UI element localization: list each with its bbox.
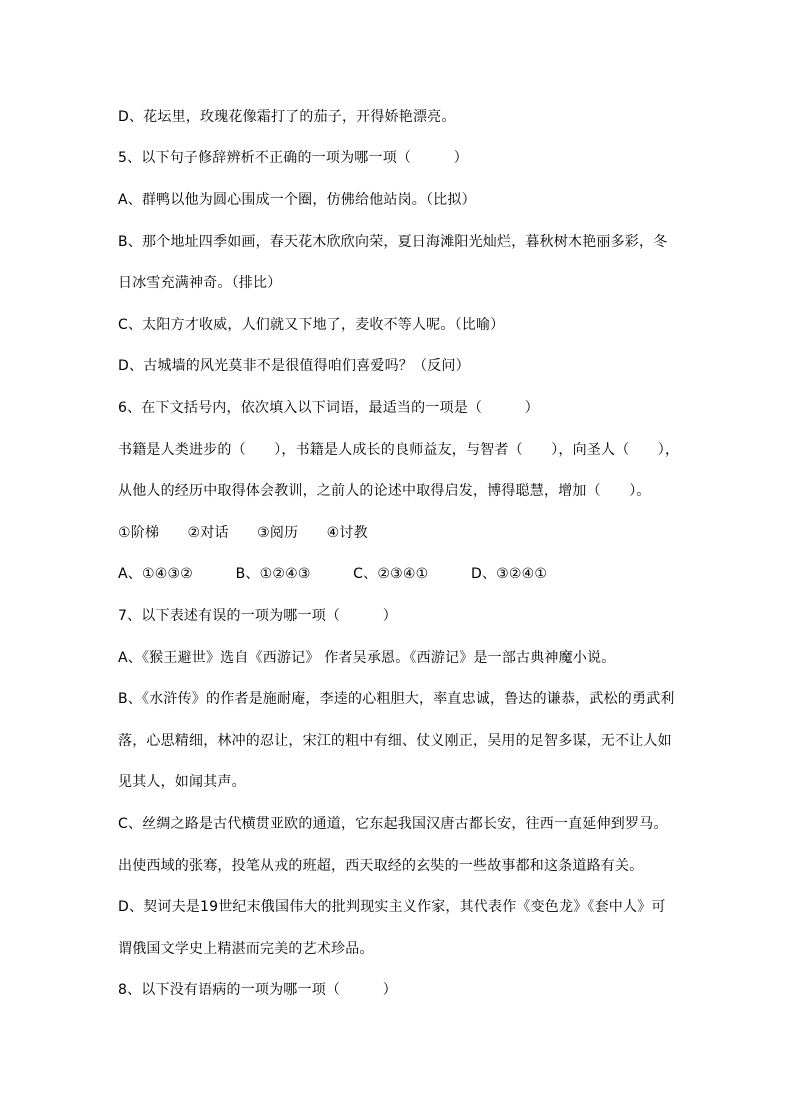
question-7: 7、以下表述有误的一项为哪一项（ ） — [118, 608, 397, 624]
option-c-q7-cont: 出使西域的张骞，投笔从戎的班超，西天取经的玄奘的一些故事都和这条道路有关。 — [118, 858, 644, 874]
question-6-passage: 书籍是人类进步的（ ），书籍是人成长的良师益友，与智者（ ），向圣人（ ）， — [118, 442, 680, 458]
question-6: 6、在下文括号内，依次填入以下词语，最适当的一项是（ ） — [118, 400, 539, 416]
question-5: 5、以下句子修辞辨析不正确的一项为哪一项（ ） — [118, 150, 468, 166]
option-b-q5-cont: 日冰雪充满神奇。（排比） — [118, 275, 282, 291]
option-c-q5: C、太阳方才收威，人们就又下地了，麦收不等人呢。（比喻） — [118, 317, 505, 333]
option-b-q7-cont2: 见其人，如闻其声。 — [118, 774, 246, 790]
option-c-q7: C、丝绸之路是古代横贯亚欧的通道，它东起我国汉唐古都长安，往西一直延伸到罗马。 — [118, 816, 668, 832]
option-b-q7-cont: 落，心思精细，林冲的忍让，宋江的粗中有细、仗义刚正，吴用的足智多谋，无不让人如 — [118, 733, 672, 749]
question-8: 8、以下没有语病的一项为哪一项（ ） — [118, 982, 397, 998]
option-d-q4: D、花坛里，玫瑰花像霜打了的茄子，开得娇艳漂亮。 — [118, 109, 456, 125]
option-b-q5: B、那个地址四季如画，春天花木欣欣向荣，夏日海滩阳光灿烂，暮秋树木艳丽多彩，冬 — [118, 234, 668, 250]
option-b-q7: B、《水浒传》的作者是施耐庵，李逵的心粗胆大，率直忠诚，鲁达的谦恭，武松的勇武利 — [118, 691, 675, 707]
option-a-q7: A、《猴王避世》选自《西游记》 作者吴承恩。《西游记》是一部古典神魔小说。 — [118, 650, 616, 666]
question-6-passage-cont: 从他人的经历中取得体会教训，之前人的论述中取得启发，博得聪慧，增加（ ）。 — [118, 483, 651, 499]
question-6-words: ①阶梯 ②对话 ③阅历 ④讨教 — [118, 525, 368, 541]
option-d-q5: D、古城墙的风光莫非不是很值得咱们喜爱吗？（反问） — [118, 358, 470, 374]
question-6-options: A、①④③② B、①②④③ C、②③④① D、③②④① — [118, 566, 548, 582]
option-d-q7-cont: 谓俄国文学史上精湛而完美的艺术珍品。 — [118, 941, 374, 957]
option-a-q5: A、群鸭以他为圆心围成一个圈，仿佛给他站岗。（比拟） — [118, 192, 476, 208]
option-d-q7: D、契诃夫是19世纪末俄国伟大的批判现实主义作家，其代表作《变色龙》《套中人》可 — [118, 899, 666, 915]
